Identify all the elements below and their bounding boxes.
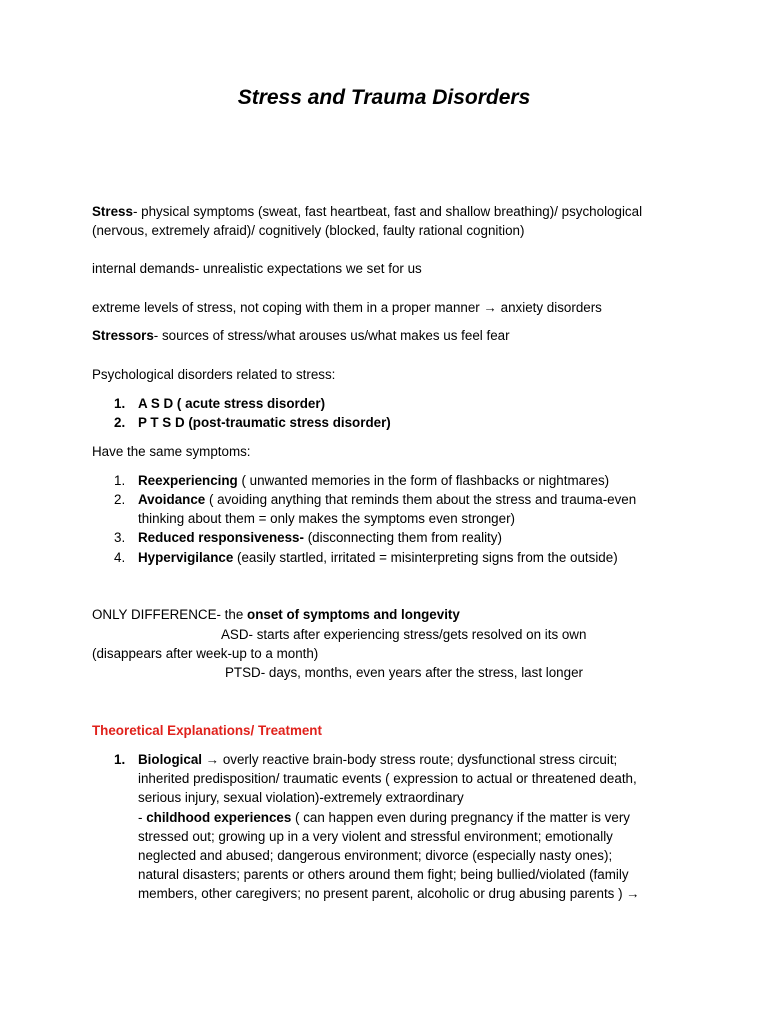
difference-line bbox=[92, 605, 460, 624]
stressors-term: Stressors bbox=[92, 328, 154, 343]
stress-term: Stress bbox=[92, 204, 133, 219]
extreme-levels-line bbox=[92, 298, 602, 317]
asd-onset-line-1: ASD- starts after experiencing stress/gets resolved on its own bbox=[221, 627, 587, 642]
theory-heading: Theoretical Explanations/ Treatment bbox=[92, 723, 322, 738]
psych-disorders-heading: Psychological disorders related to stress: bbox=[92, 367, 336, 382]
document-title: Stress and Trauma Disorders bbox=[237, 86, 531, 109]
symptom-number: 1. bbox=[114, 473, 126, 488]
symptom-item-avoidance-cont: thinking about them = only makes the symptoms even stronger) bbox=[138, 511, 515, 526]
symptom-text: (easily startled, irritated = misinterpreting signs from the outside) bbox=[233, 550, 618, 565]
symptom-text: ( unwanted memories in the form of flashbacks or nightmares) bbox=[237, 473, 610, 488]
biological-line-7: natural disasters; parents or others around them fight; being bullied/violated (family bbox=[138, 867, 629, 882]
symptom-item-hypervigilance bbox=[138, 548, 618, 567]
childhood-text: ( can happen even during pregnancy if the matter is very bbox=[291, 810, 630, 825]
symptom-term: Avoidance bbox=[138, 492, 206, 507]
stressors-text: - sources of stress/what arouses us/what makes us feel fear bbox=[153, 328, 510, 343]
biological-text: overly reactive brain-body stress route; dysfunctional stress circuit; bbox=[219, 752, 618, 767]
stress-definition-line-2: (nervous, extremely afraid)/ cognitively (blocked, faulty rational cognition) bbox=[92, 223, 525, 238]
symptom-number: 4. bbox=[114, 550, 126, 565]
biological-line-1 bbox=[138, 750, 617, 769]
symptom-term: Reduced responsiveness- bbox=[138, 530, 304, 545]
symptom-text: ( avoiding anything that reminds them about the stress and trauma-even bbox=[205, 492, 637, 507]
disorder-item-asd: A S D ( acute stress disorder) bbox=[138, 396, 326, 411]
same-symptoms-heading: Have the same symptoms: bbox=[92, 444, 251, 459]
disorder-number: 2. bbox=[114, 415, 126, 430]
disorder-number: 1. bbox=[114, 396, 126, 411]
childhood-term: childhood experiences bbox=[146, 810, 292, 825]
biological-line-4 bbox=[138, 808, 630, 827]
difference-bold: onset of symptoms and longevity bbox=[247, 607, 460, 622]
symptom-term: Hypervigilance bbox=[138, 550, 234, 565]
right-arrow-icon: → bbox=[205, 752, 220, 767]
biological-number: 1. bbox=[114, 752, 126, 767]
extreme-levels-result: anxiety disorders bbox=[500, 300, 602, 315]
biological-line-8-text: members, other caregivers; no present parent, alcoholic or drug abusing parents ) bbox=[138, 886, 623, 901]
stress-definition-line-1 bbox=[92, 202, 642, 221]
symptom-text: (disconnecting them from reality) bbox=[303, 530, 502, 545]
symptom-item-avoidance bbox=[138, 490, 636, 509]
biological-line-5: stressed out; growing up in a very violent and stressful environment; emotionally bbox=[138, 829, 613, 844]
biological-line-8 bbox=[138, 884, 640, 903]
symptom-item-reduced-responsiveness bbox=[138, 528, 502, 547]
biological-term: Biological bbox=[138, 752, 202, 767]
biological-line-3: serious injury, sexual violation)-extremely extraordinary bbox=[138, 790, 464, 805]
extreme-levels-text: extreme levels of stress, not coping with them in a proper manner bbox=[92, 300, 480, 315]
symptom-number: 3. bbox=[114, 530, 126, 545]
right-arrow-icon: → bbox=[626, 886, 640, 901]
stressors-line bbox=[92, 326, 510, 345]
difference-prefix: ONLY DIFFERENCE- the bbox=[92, 607, 248, 622]
right-arrow-icon: → bbox=[483, 300, 497, 315]
childhood-prefix: - bbox=[138, 810, 147, 825]
disorder-item-ptsd: P T S D (post-traumatic stress disorder) bbox=[138, 415, 391, 430]
internal-demands-line: internal demands- unrealistic expectations we set for us bbox=[92, 261, 422, 276]
symptom-term: Reexperiencing bbox=[138, 473, 238, 488]
symptom-number: 2. bbox=[114, 492, 126, 507]
stress-text: - physical symptoms (sweat, fast heartbeat, fast and shallow breathing)/ psychological bbox=[132, 204, 643, 219]
biological-line-2: inherited predisposition/ traumatic events ( expression to actual or threatened death, bbox=[138, 771, 637, 786]
symptom-item-reexperiencing bbox=[138, 471, 609, 490]
ptsd-onset-line: PTSD- days, months, even years after the stress, last longer bbox=[225, 665, 583, 680]
asd-onset-line-2: (disappears after week-up to a month) bbox=[92, 646, 319, 661]
biological-line-6: neglected and abused; dangerous environment; divorce (especially nasty ones); bbox=[138, 848, 613, 863]
